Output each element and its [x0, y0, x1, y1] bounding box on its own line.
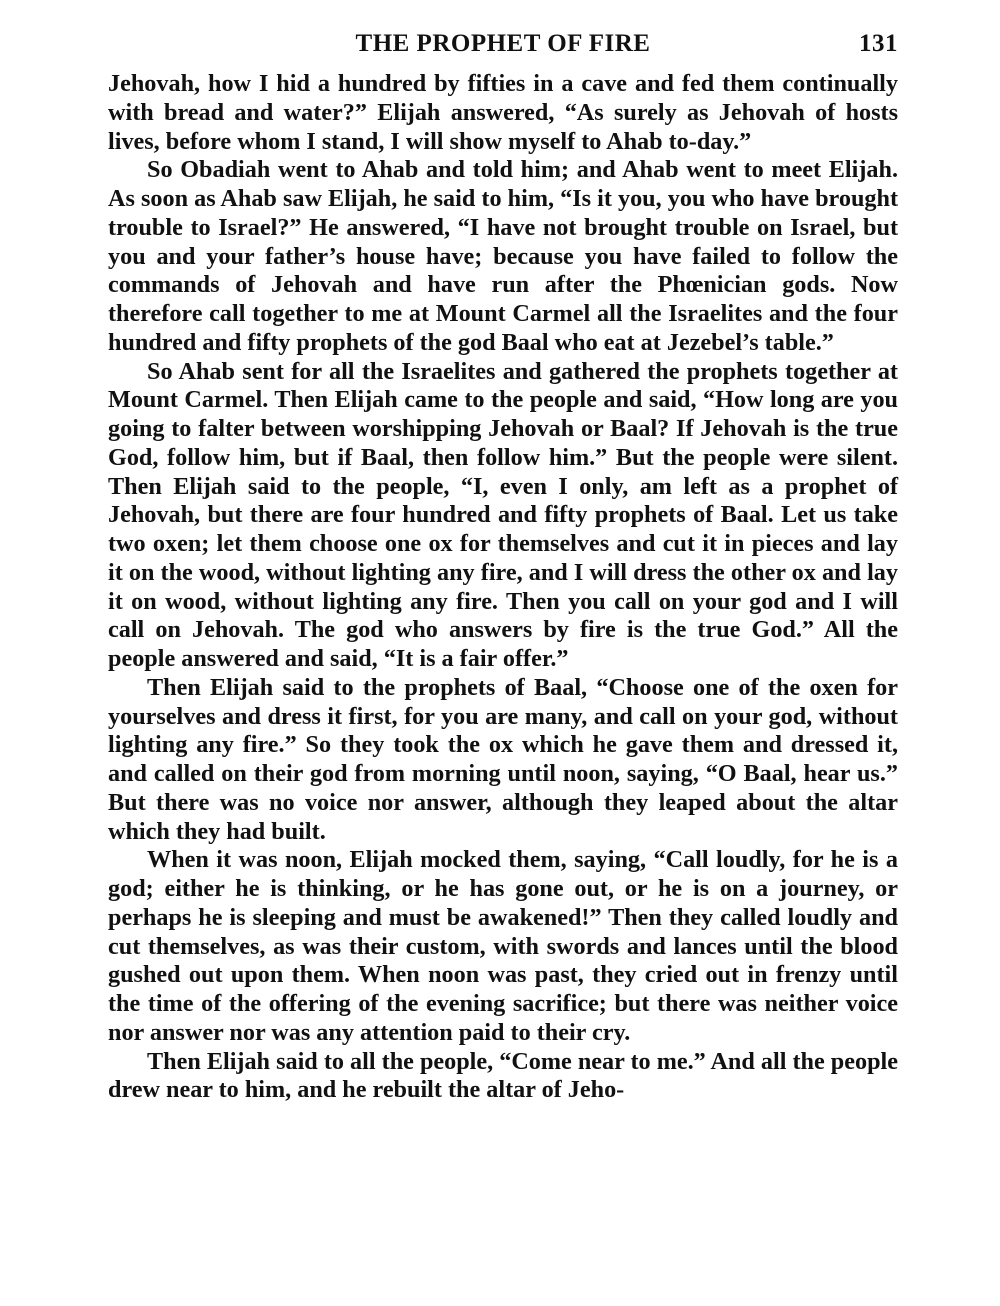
body-text [108, 70, 898, 1105]
running-head [108, 28, 898, 64]
paragraph: Then Elijah said to all the people, “Come near to me.” And all the people drew near to him, and he rebuilt the altar of Jeho- [108, 1047, 898, 1104]
paragraph: When it was noon, Elijah mocked them, saying, “Call loudly, for he is a god; either he is thinking, or he has gone out, or he is on a journey, or perhaps he is sleeping and must be awakened!” Then they called loudly and cut themselves, as was their custom, with swords and lances until the blood gushed out upon them. When noon was past, they cried out in frenzy until the time of the offering of the evening sacrifice; but there was neither voice nor answer nor was any attention paid to their cry. [108, 846, 898, 1046]
page-number: 131 [859, 30, 898, 57]
paragraph: So Ahab sent for all the Israelites and gathered the prophets together at Mount Carmel. Then Elijah came to the people and said, “How long are you going to falter between worshipping Jehovah or Baal? If Jehovah is the true God, follow him, but if Baal, then follow him.” But the people were silent. Then Elijah said to the people, “I, even I only, am left as a prophet of Jehovah, but there are four hundred and fifty prophets of Baal. Let us take two oxen; let them choose one ox for themselves and cut it in pieces and lay it on the wood, without lighting any fire, and I will dress the other ox and lay it on wood, without lighting any fire. Then you call on your god and I will call on Jehovah. The god who answers by fire is the true God.” All the people answered and said, “It is a fair offer.” [108, 357, 898, 672]
paragraph: So Obadiah went to Ahab and told him; and Ahab went to meet Elijah. As soon as Ahab saw Elijah, he said to him, “Is it you, you who have brought trouble to Israel?” He answered, “I have not brought trouble on Israel, but you and your father’s house have; because you have failed to follow the commands of Jehovah and have run after the Phœnician gods. Now therefore call together to me at Mount Carmel all the Israelites and the four hundred and fifty prophets of the god Baal who eat at Jezebel’s table.” [108, 156, 898, 356]
book-page [108, 28, 898, 1278]
running-title: THE PROPHET OF FIRE [355, 30, 651, 57]
paragraph: Then Elijah said to the prophets of Baal, “Choose one of the oxen for yourselves and dress it first, for you are many, and call on your god, without lighting any fire.” So they took the ox which he gave them and dressed it, and called on their god from morning until noon, saying, “O Baal, hear us.” But there was no voice nor answer, although they leaped about the altar which they had built. [108, 673, 898, 845]
paragraph-continued: Jehovah, how I hid a hundred by fifties in a cave and fed them continually with bread and water?” Elijah answered, “As surely as Jehovah of hosts lives, before whom I stand, I will show myself to Ahab to-day.” [108, 70, 898, 155]
